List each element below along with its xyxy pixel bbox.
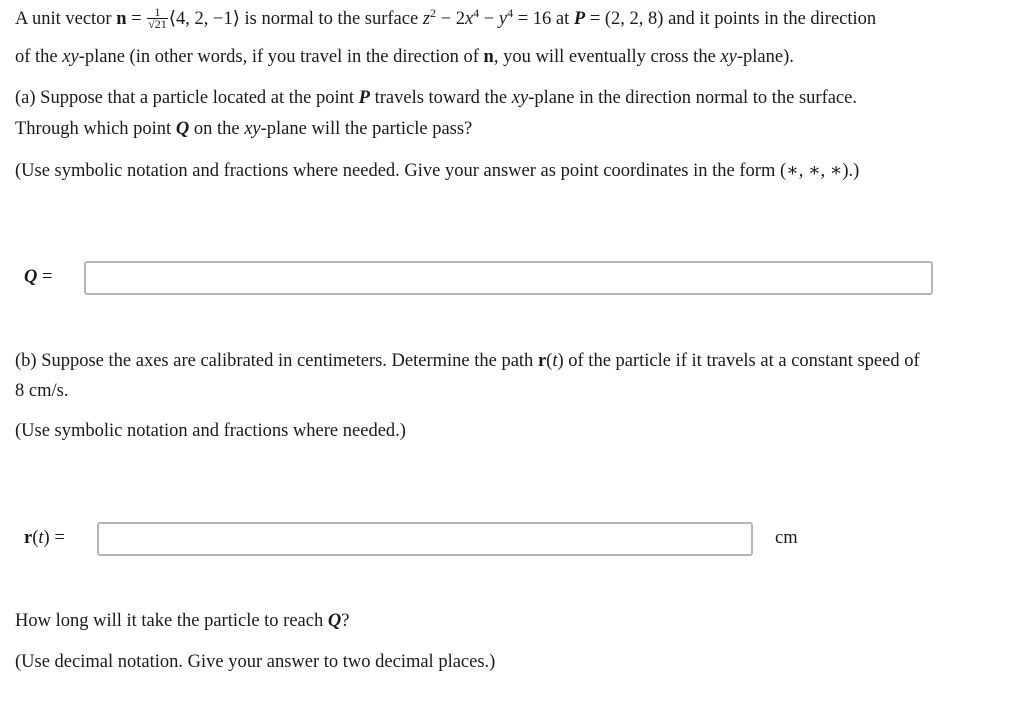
- intro-line-1: A unit vector n = $\frac{1}{√21}$ ⟨4, 2, −1⟩ is normal to the surface $z^2 - 2x^4 - y^4 = 16$ at P = (2, 2, 8) and it points in the direction: [15, 5, 877, 32]
- vector-n: n: [116, 9, 127, 29]
- unit-cm: cm: [775, 528, 798, 548]
- part-c-hint: (Use decimal notation. Give your answer to two decimal places.): [15, 652, 496, 672]
- part-a-question-line-1: (a) Suppose that a particle located at the point P travels toward the xy-plane in the direction normal to the surface.: [15, 88, 857, 108]
- part-c-question: How long will it take the particle to reach Q?: [15, 611, 350, 631]
- part-a-hint: (Use symbolic notation and fractions where needed. Give your answer as point coordinates in the form (∗, ∗, ∗).): [15, 161, 860, 181]
- answer-input-r-of-t[interactable]: [97, 522, 753, 556]
- intro-line-2: of the xy-plane (in other words, if you travel in the direction of n, you will eventually cross the xy-plane).: [15, 47, 794, 67]
- part-b-question-line-2: 8 cm/s.: [15, 381, 69, 401]
- answer-input-q[interactable]: [84, 261, 933, 295]
- answer-label-r-of-t: r(t) =: [24, 528, 65, 548]
- part-b-hint: (Use symbolic notation and fractions where needed.): [15, 421, 406, 441]
- part-a-question-line-2: Through which point Q on the xy-plane will the particle pass?: [15, 119, 473, 139]
- answer-label-q: Q =: [24, 267, 53, 287]
- part-b-question-line-1: (b) Suppose the axes are calibrated in centimeters. Determine the path r(t) of the particle if it travels at a constant speed of: [15, 351, 920, 371]
- fraction-one-over-sqrt21: $\frac{1}{√21}$: [148, 5, 167, 32]
